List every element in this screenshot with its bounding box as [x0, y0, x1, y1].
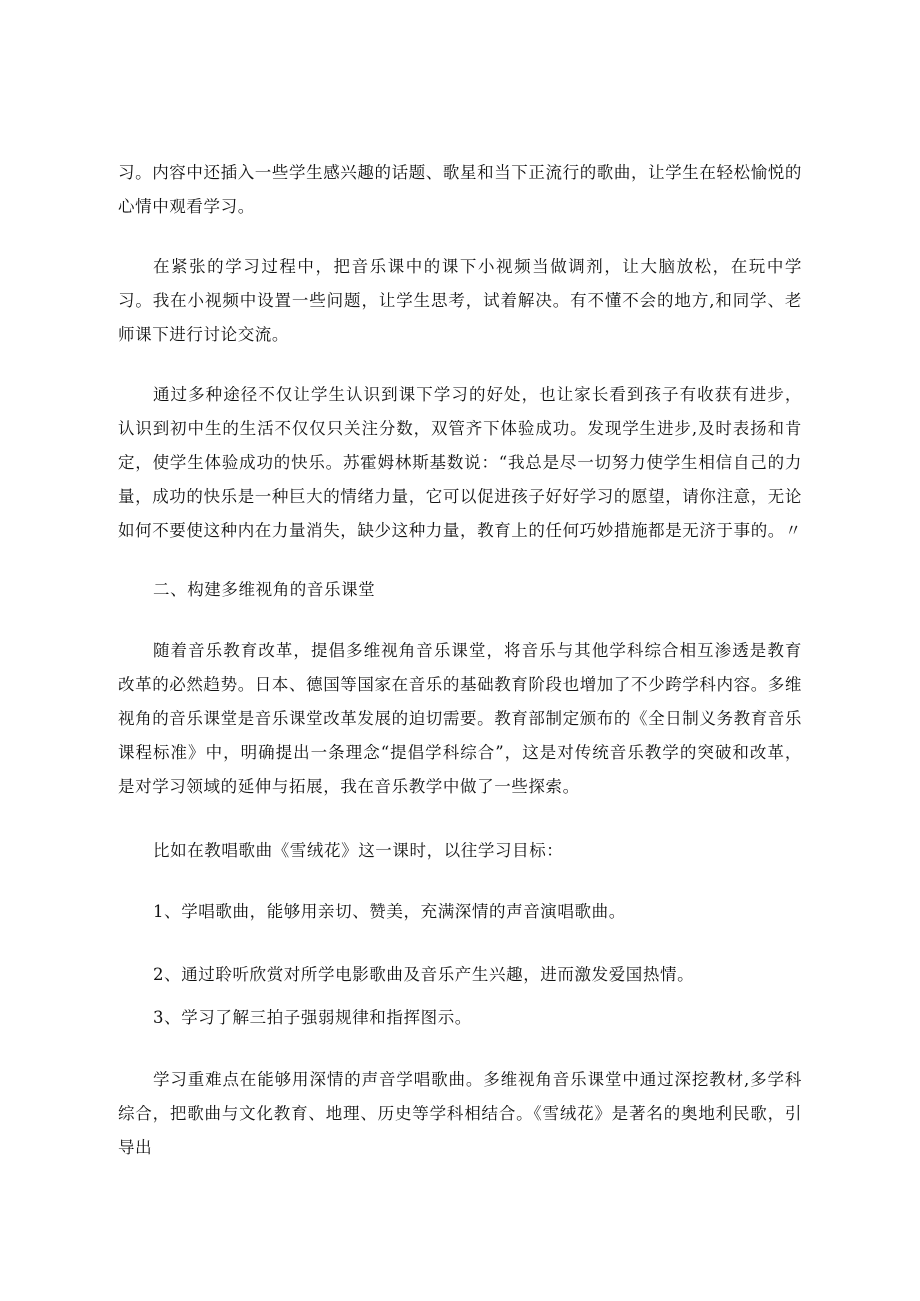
paragraph-continuation: 习。内容中还插入一些学生感兴趣的话题、歌星和当下正流行的歌曲，让学生在轻松愉悦的心情中观看学习。	[118, 163, 802, 216]
list-item-goal-2: 2、通过聆听欣赏对所学电影歌曲及音乐产生兴趣，进而激发爱国热情。	[153, 965, 695, 984]
paragraph-example-intro: 比如在教唱歌曲《雪绒花》这一课时，以往学习目标：	[153, 841, 564, 860]
list-item-goal-3: 3、学习了解三拍子强弱规律和指挥图示。	[153, 1008, 472, 1027]
paragraph-key-points: 学习重难点在能够用深情的声音学唱歌曲。多维视角音乐课堂中通过深挖教材,多学科综合，把歌曲与文化教育、地理、历史等学科相结合。《雪绒花》是著名的奥地利民歌，引导出	[118, 1070, 802, 1157]
section-heading: 二、构建多维视角的音乐课堂	[153, 580, 376, 599]
paragraph-multidimensional-classroom: 随着音乐教育改革，提倡多维视角音乐课堂，将音乐与其他学科综合相互渗透是教育改革的必然趋势。日本、德国等国家在音乐的基础教育阶段也增加了不少跨学科内容。多维视角的音乐课堂是音乐课堂改革发展的迫切需要。教育部制定颁布的《全日制义务教育音乐课程标准》中，明确提出一条理念“提倡学科综合”，这是对传统音乐教学的突破和改革，是对学习领域的延伸与拓展，我在音乐教学中做了一些探索。	[118, 641, 802, 796]
paragraph-video-breaks: 在紧张的学习过程中，把音乐课中的课下小视频当做调剂，让大脑放松，在玩中学习。我在小视频中设置一些问题，让学生思考，试着解决。有不懂不会的地方,和同学、老师课下进行讨论交流。	[118, 257, 802, 344]
paragraph-success-experience: 通过多种途径不仅让学生认识到课下学习的好处，也让家长看到孩子有收获有进步，认识到初中生的生活不仅仅只关注分数，双管齐下体验成功。发现学生进步,及时表扬和肯定，使学生体验成功的快乐。苏霍姆林斯基数说：“我总是尽一切努力使学生相信自己的力量，成功的快乐是一种巨大的情绪力量，它可以促进孩子好好学习的愿望，请你注意，无论如何不要使这种内在力量消失，缺少这种力量，教育上的任何巧妙措施都是无济于事的。〃	[118, 385, 802, 540]
list-item-goal-1: 1、学唱歌曲，能够用亲切、赞美，充满深情的声音演唱歌曲。	[153, 902, 626, 921]
